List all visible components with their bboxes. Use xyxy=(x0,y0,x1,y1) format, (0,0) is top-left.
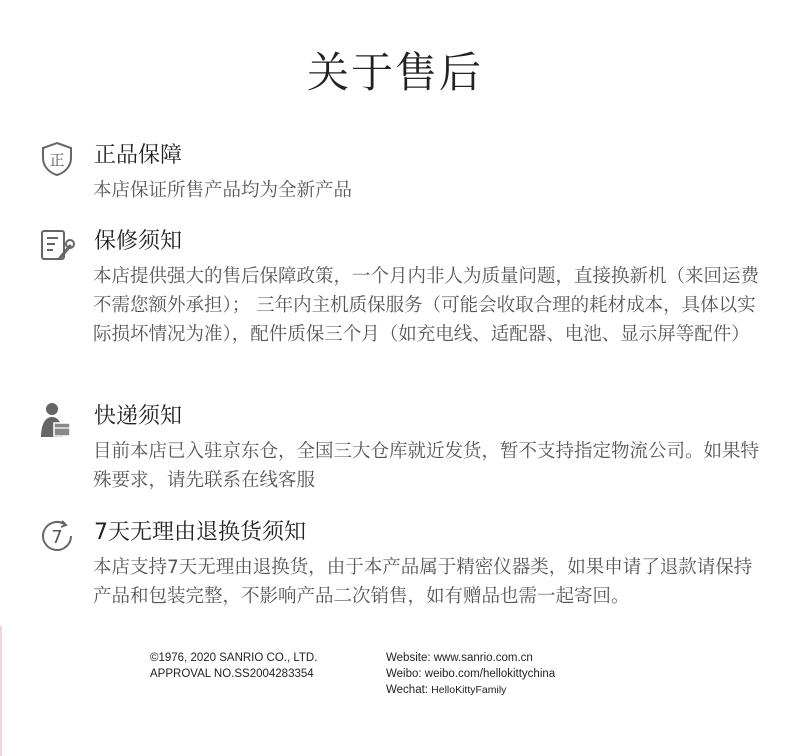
weibo-text: Weibo: weibo.com/hellokittychina xyxy=(386,668,556,680)
wechat-label: Wechat: xyxy=(386,684,432,696)
wechat-value: HelloKittyFamily xyxy=(431,684,507,696)
section-heading: 正品保障 xyxy=(94,143,183,168)
approval-number: APPROVAL NO.SS2004283354 xyxy=(150,668,314,680)
edge-divider xyxy=(0,626,2,756)
repair-document-icon xyxy=(38,226,76,264)
section-body: 本店提供强大的售后保障政策，一个月内非人为质量问题，直接换新机（来回运费不需您额外承担）； 三年内主机质保服务（可能会收取合理的耗材成本，具体以实际损坏情况为准），配件质保三个月（如充电线、适配器、电池、显示屏等配件） xyxy=(93,266,760,345)
section-body: 本店支持7天无理由退换货，由于本产品属于精密仪器类，如果申请了退款请保持产品和包装完整，不影响产品二次销售，如有赠品也需一起寄回。 xyxy=(93,557,753,607)
section-heading: 快递须知 xyxy=(94,404,183,429)
section-heading: 保修须知 xyxy=(94,229,183,254)
shield-icon xyxy=(38,140,76,178)
section-heading: 7天无理由退换货须知 xyxy=(94,520,306,545)
wechat-text xyxy=(386,682,555,698)
page-title: 关于售后 xyxy=(306,48,483,97)
website-text: Website: www.sanrio.com.cn xyxy=(386,652,533,664)
svg-text:正: 正 xyxy=(49,151,65,169)
section-body: 目前本店已入驻京东仓，全国三大仓库就近发货，暂不支持指定物流公司。如果特殊要求，请先联系在线客服 xyxy=(93,441,760,491)
section-body: 本店保证所售产品均为全新产品 xyxy=(93,180,353,201)
copyright-text: ©1976, 2020 SANRIO CO., LTD. xyxy=(150,652,318,664)
svg-text:7: 7 xyxy=(51,527,63,548)
delivery-person-icon xyxy=(38,401,76,439)
footer-left-column xyxy=(150,650,317,682)
seven-day-return-icon xyxy=(38,517,76,555)
footer-right-column xyxy=(386,650,555,698)
